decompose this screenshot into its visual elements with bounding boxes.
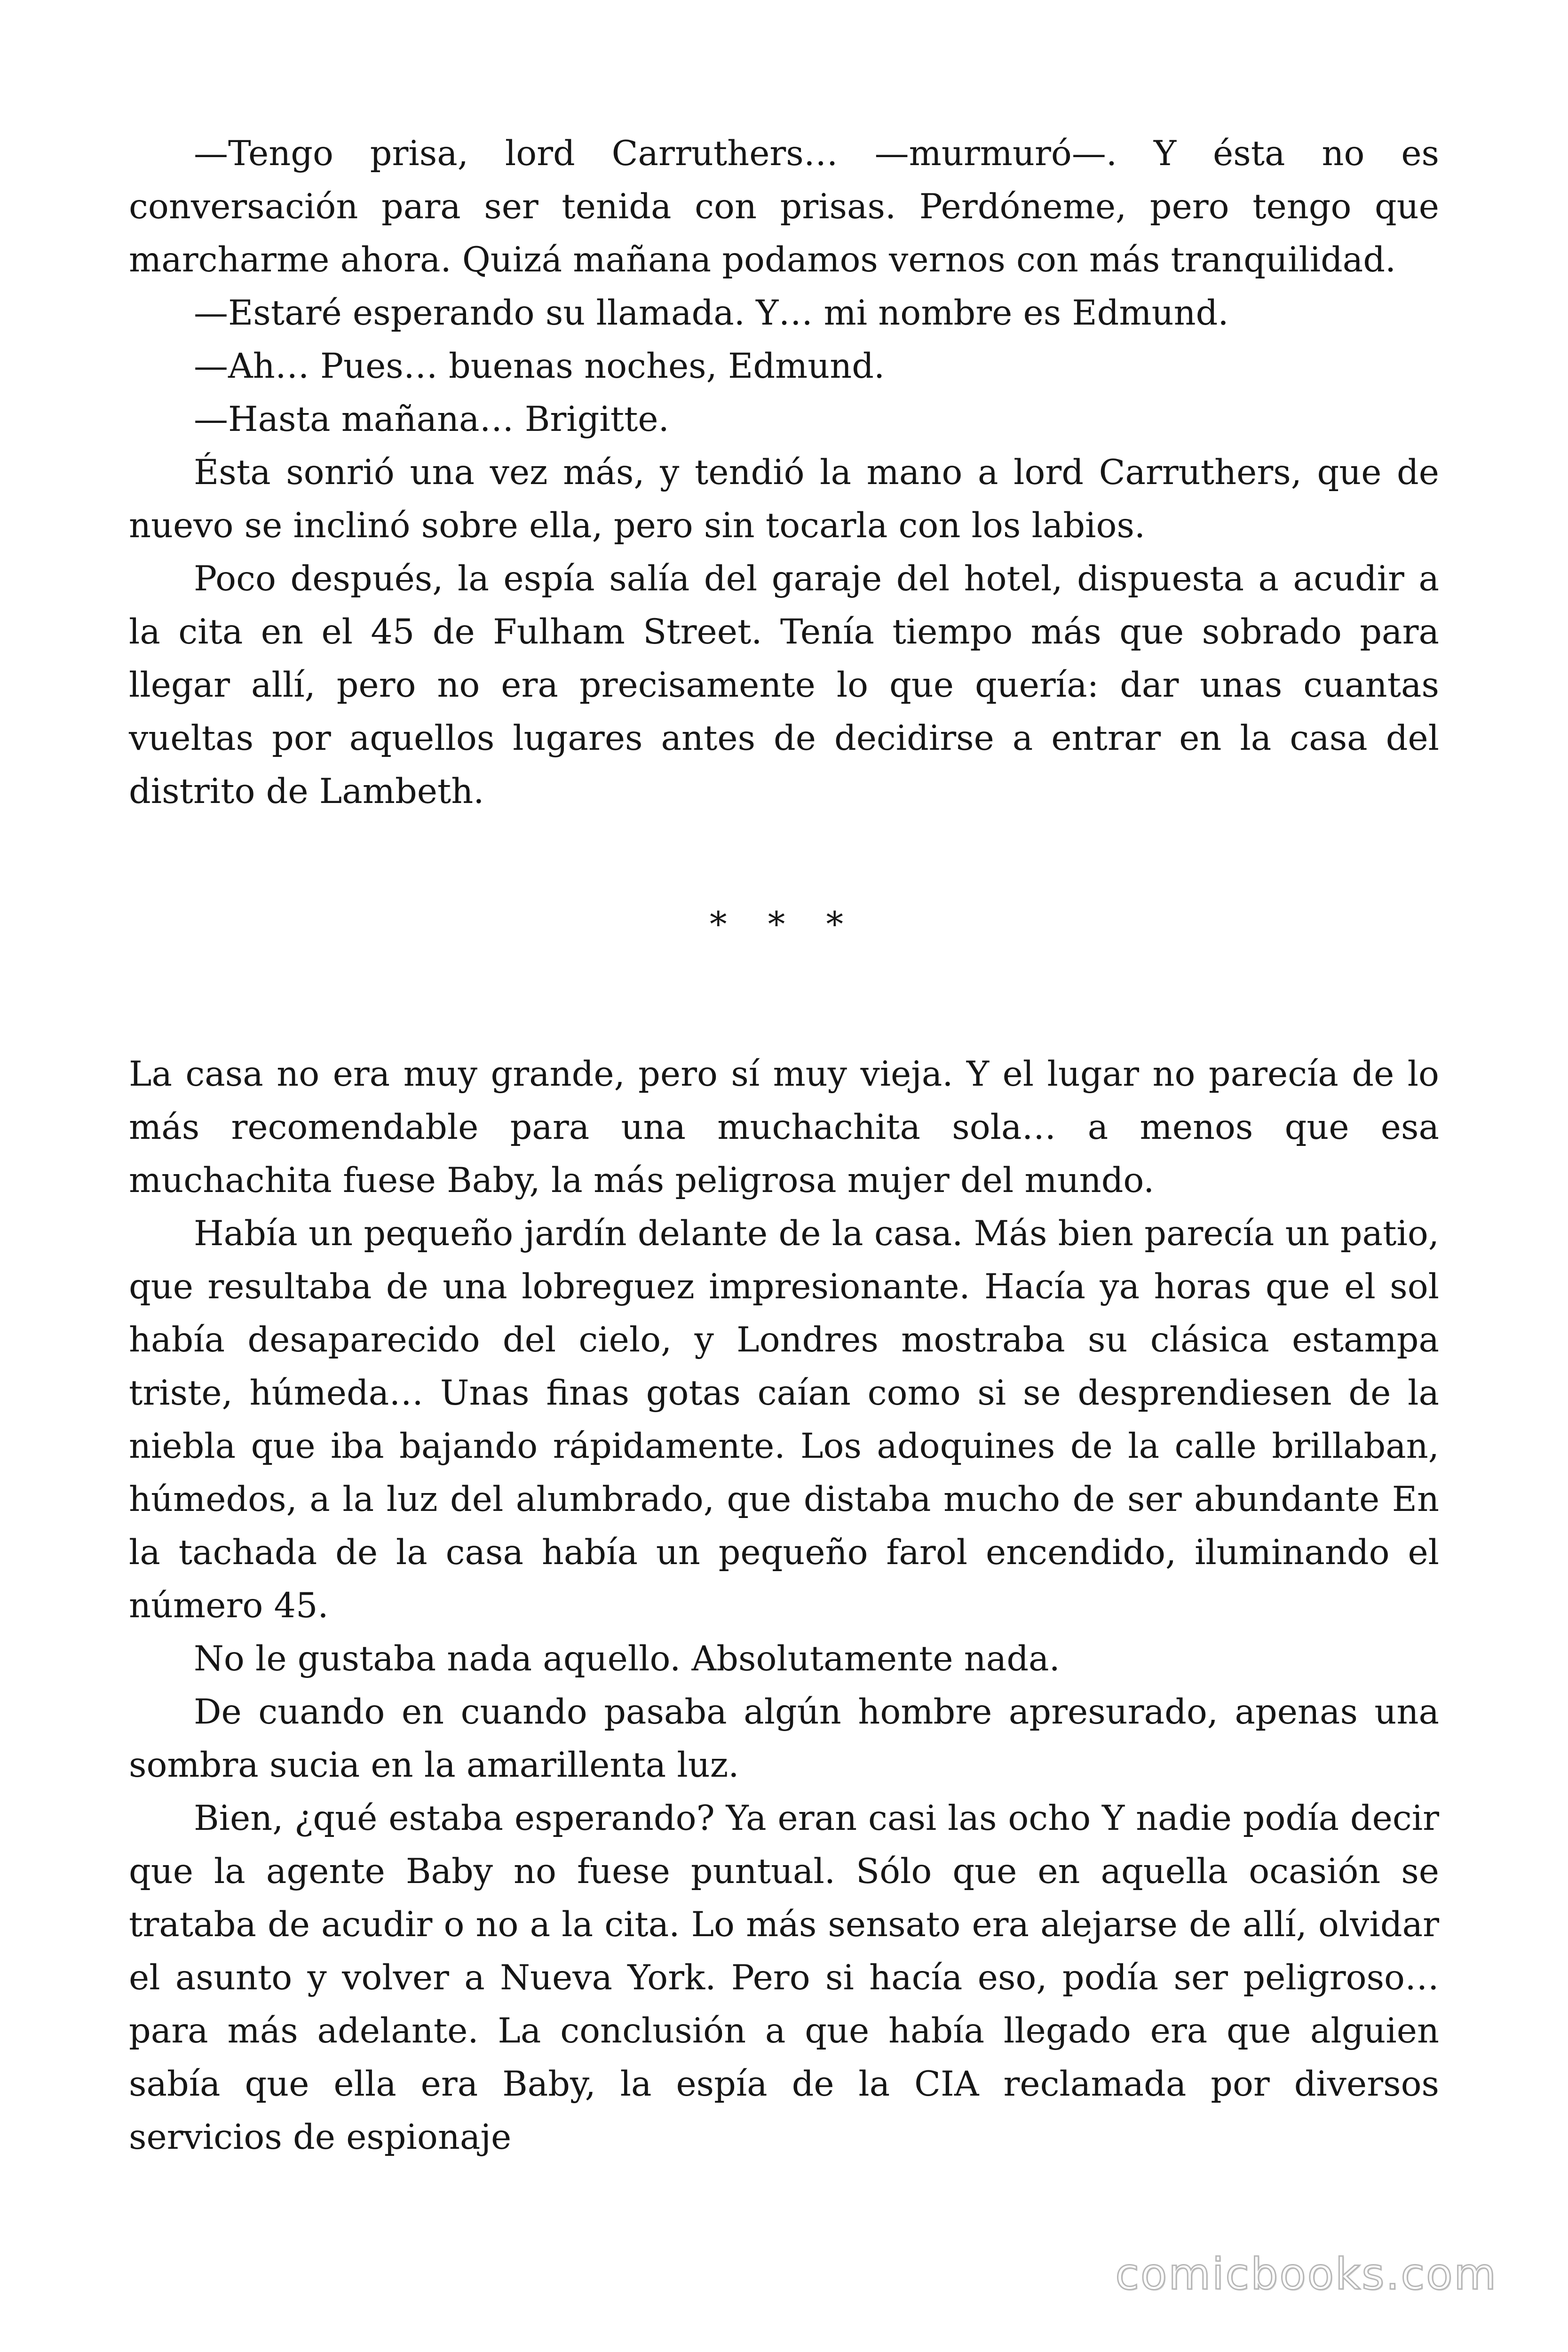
paragraph: La casa no era muy grande, pero sí muy vieja. Y el lugar no parecía de lo más recomendable para una muchachita sola… a menos que esa muchachita fuese Baby, la más peligrosa mujer del mundo.	[129, 1054, 1439, 1200]
paragraph: —Tengo prisa, lord Carruthers… —murmuró—. Y ésta no es conversación para ser tenida con prisas. Perdóneme, pero tengo que marcharme ahora. Quizá mañana podamos vernos con más tranquilidad.	[129, 134, 1439, 280]
watermark: comicbooks.com	[1115, 2249, 1497, 2299]
paragraph: —Hasta mañana… Brigitte.	[194, 399, 669, 439]
paragraph: No le gustaba nada aquello. Absolutamente nada.	[194, 1639, 1060, 1679]
paragraph: De cuando en cuando pasaba algún hombre apresurado, apenas una sombra sucia en la amarillenta luz.	[129, 1692, 1439, 1785]
paragraph: Ésta sonrió una vez más, y tendió la mano a lord Carruthers, que de nuevo se inclinó sobre ella, pero sin tocarla con los labios.	[129, 453, 1439, 546]
section-1	[129, 127, 1439, 818]
paragraph: —Estaré esperando su llamada. Y… mi nombre es Edmund.	[194, 293, 1229, 333]
paragraph: —Ah… Pues… buenas noches, Edmund.	[194, 346, 885, 386]
paragraph: Poco después, la espía salía del garaje del hotel, dispuesta a acudir a la cita en el 45 de Fulham Street. Tenía tiempo más que sobrado para llegar allí, pero no era precisamente lo que quería: dar unas cuantas vueltas por aquellos lugares antes de decidirse a entrar en la casa del distrito de Lambeth.	[129, 559, 1439, 811]
paragraph: Bien, ¿qué estaba esperando? Ya eran casi las ocho Y nadie podía decir que la agente Baby no fuese puntual. Sólo que en aquella ocasión se trataba de acudir o no a la cita. Lo más sensato era alejarse de allí, olvidar el asunto y volver a Nueva York. Pero si hacía eso, podía ser peligroso… para más adelante. La conclusión a que había llegado era que alguien sabía que ella era Baby, la espía de la CIA reclamada por diversos servicios de espionaje	[129, 1798, 1439, 2157]
section-divider: * * *	[710, 905, 858, 945]
book-page	[129, 127, 1439, 2164]
paragraph: Había un pequeño jardín delante de la casa. Más bien parecía un patio, que resultaba de una lobreguez impresionante. Hacía ya horas que el sol había desaparecido del cielo, y Londres mostraba su clásica estampa triste, húmeda… Unas finas gotas caían como si se desprendiesen de la niebla que iba bajando rápidamente. Los adoquines de la calle brillaban, húmedos, a la luz del alumbrado, que distaba mucho de ser abundante En la tachada de la casa había un pequeño farol encendido, iluminando el número 45.	[129, 1214, 1439, 1626]
section-2	[129, 1048, 1439, 2164]
